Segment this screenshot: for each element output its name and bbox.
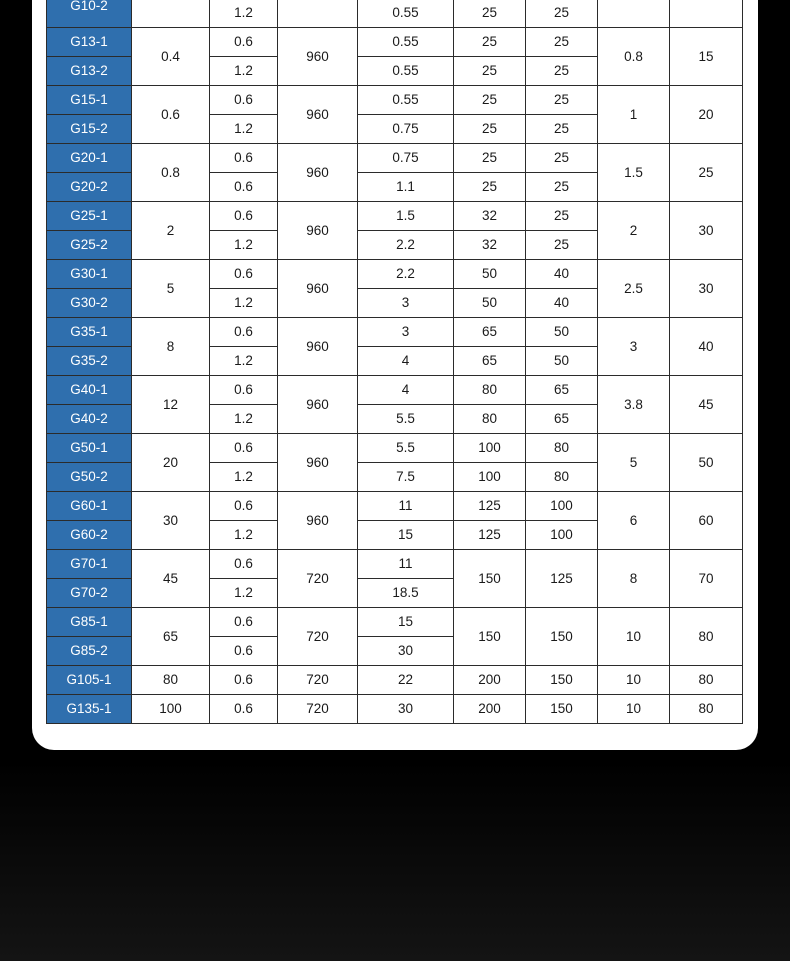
weight-cell: 70 — [670, 550, 743, 608]
model-cell: G85-2 — [47, 637, 132, 666]
pressure-cell: 0.6 — [210, 173, 278, 202]
flow-cell: 5.5 — [358, 434, 454, 463]
inlet-cell: 32 — [454, 202, 526, 231]
speed-cell: 960 — [278, 86, 358, 144]
outlet-cell: 25 — [526, 0, 598, 28]
pressure-cell: 0.6 — [210, 318, 278, 347]
speed-cell — [278, 0, 358, 28]
outlet-cell: 25 — [526, 231, 598, 260]
model-cell: G25-2 — [47, 231, 132, 260]
weight-cell: 15 — [670, 28, 743, 86]
model-cell: G40-2 — [47, 405, 132, 434]
flow-cell: 0.75 — [358, 115, 454, 144]
table-row — [47, 144, 743, 173]
power-cell: 20 — [132, 434, 210, 492]
power-cell: 30 — [132, 492, 210, 550]
table-row — [47, 202, 743, 231]
inlet-cell: 25 — [454, 0, 526, 28]
inlet-cell: 100 — [454, 434, 526, 463]
pressure-cell: 1.2 — [210, 231, 278, 260]
motor-cell: 2.5 — [598, 260, 670, 318]
outlet-cell: 25 — [526, 115, 598, 144]
pressure-cell: 0.6 — [210, 144, 278, 173]
motor-cell: 0.8 — [598, 28, 670, 86]
model-cell: G15-1 — [47, 86, 132, 115]
outlet-cell: 25 — [526, 86, 598, 115]
flow-cell: 0.75 — [358, 144, 454, 173]
motor-cell: 6 — [598, 492, 670, 550]
speed-cell: 960 — [278, 144, 358, 202]
flow-cell: 15 — [358, 608, 454, 637]
inlet-cell: 25 — [454, 173, 526, 202]
table-row — [47, 434, 743, 463]
pressure-cell: 0.6 — [210, 376, 278, 405]
table-row — [47, 318, 743, 347]
model-cell: G30-2 — [47, 289, 132, 318]
flow-cell: 22 — [358, 666, 454, 695]
inlet-cell: 25 — [454, 57, 526, 86]
outlet-cell: 150 — [526, 608, 598, 666]
inlet-cell: 200 — [454, 666, 526, 695]
model-cell: G30-1 — [47, 260, 132, 289]
flow-cell: 1.1 — [358, 173, 454, 202]
speed-cell: 720 — [278, 550, 358, 608]
inlet-cell: 100 — [454, 463, 526, 492]
table-row — [47, 666, 743, 695]
flow-cell: 2.2 — [358, 260, 454, 289]
inlet-cell: 32 — [454, 231, 526, 260]
weight-cell: 30 — [670, 260, 743, 318]
flow-cell: 3 — [358, 318, 454, 347]
pressure-cell: 0.6 — [210, 434, 278, 463]
model-cell: G13-1 — [47, 28, 132, 57]
flow-cell: 3 — [358, 289, 454, 318]
inlet-cell: 150 — [454, 608, 526, 666]
outlet-cell: 80 — [526, 463, 598, 492]
power-cell: 0.6 — [132, 86, 210, 144]
power-cell: 45 — [132, 550, 210, 608]
model-cell: G60-2 — [47, 521, 132, 550]
pressure-cell: 0.6 — [210, 550, 278, 579]
power-cell: 100 — [132, 695, 210, 724]
flow-cell: 30 — [358, 695, 454, 724]
speed-cell: 960 — [278, 202, 358, 260]
model-cell: G20-2 — [47, 173, 132, 202]
model-cell: G70-1 — [47, 550, 132, 579]
model-cell: G35-2 — [47, 347, 132, 376]
flow-cell: 0.55 — [358, 0, 454, 28]
power-cell: 5 — [132, 260, 210, 318]
power-cell: 80 — [132, 666, 210, 695]
pressure-cell: 0.6 — [210, 86, 278, 115]
inlet-cell: 125 — [454, 521, 526, 550]
model-cell: G85-1 — [47, 608, 132, 637]
pressure-cell: 1.2 — [210, 463, 278, 492]
outlet-cell: 150 — [526, 666, 598, 695]
outlet-cell: 25 — [526, 57, 598, 86]
pressure-cell: 0.6 — [210, 608, 278, 637]
inlet-cell: 80 — [454, 405, 526, 434]
pressure-cell: 0.6 — [210, 695, 278, 724]
inlet-cell: 65 — [454, 347, 526, 376]
model-cell: G50-2 — [47, 463, 132, 492]
pressure-cell: 0.6 — [210, 28, 278, 57]
pressure-cell: 1.2 — [210, 579, 278, 608]
outlet-cell: 25 — [526, 173, 598, 202]
flow-cell: 0.55 — [358, 28, 454, 57]
outlet-cell: 80 — [526, 434, 598, 463]
pressure-cell: 1.2 — [210, 0, 278, 28]
power-cell — [132, 0, 210, 28]
weight-cell — [670, 0, 743, 28]
model-cell: G50-1 — [47, 434, 132, 463]
model-cell: G10-2 — [47, 0, 132, 28]
outlet-cell: 65 — [526, 376, 598, 405]
pressure-cell: 1.2 — [210, 57, 278, 86]
weight-cell: 30 — [670, 202, 743, 260]
speed-cell: 720 — [278, 608, 358, 666]
speed-cell: 960 — [278, 318, 358, 376]
outlet-cell: 25 — [526, 28, 598, 57]
inlet-cell: 50 — [454, 260, 526, 289]
flow-cell: 7.5 — [358, 463, 454, 492]
motor-cell: 10 — [598, 666, 670, 695]
table-row — [47, 608, 743, 637]
table-row — [47, 695, 743, 724]
table-row — [47, 550, 743, 579]
table-row — [47, 28, 743, 57]
outlet-cell: 125 — [526, 550, 598, 608]
speed-cell: 960 — [278, 376, 358, 434]
power-cell: 8 — [132, 318, 210, 376]
model-cell: G70-2 — [47, 579, 132, 608]
power-cell: 65 — [132, 608, 210, 666]
model-cell: G20-1 — [47, 144, 132, 173]
pressure-cell: 0.6 — [210, 666, 278, 695]
pressure-cell: 1.2 — [210, 115, 278, 144]
inlet-cell: 25 — [454, 115, 526, 144]
speed-cell: 960 — [278, 434, 358, 492]
pressure-cell: 1.2 — [210, 521, 278, 550]
motor-cell: 8 — [598, 550, 670, 608]
inlet-cell: 25 — [454, 28, 526, 57]
outlet-cell: 100 — [526, 492, 598, 521]
flow-cell: 15 — [358, 521, 454, 550]
speed-cell: 960 — [278, 28, 358, 86]
model-cell: G105-1 — [47, 666, 132, 695]
spec-table — [46, 0, 743, 724]
outlet-cell: 25 — [526, 144, 598, 173]
flow-cell: 4 — [358, 347, 454, 376]
outlet-cell: 100 — [526, 521, 598, 550]
outlet-cell: 150 — [526, 695, 598, 724]
inlet-cell: 50 — [454, 289, 526, 318]
table-row — [47, 0, 743, 28]
table-row — [47, 376, 743, 405]
motor-cell: 2 — [598, 202, 670, 260]
motor-cell — [598, 0, 670, 28]
outlet-cell: 40 — [526, 260, 598, 289]
weight-cell: 20 — [670, 86, 743, 144]
inlet-cell: 25 — [454, 86, 526, 115]
flow-cell: 11 — [358, 550, 454, 579]
flow-cell: 4 — [358, 376, 454, 405]
flow-cell: 2.2 — [358, 231, 454, 260]
motor-cell: 3 — [598, 318, 670, 376]
model-cell: G25-1 — [47, 202, 132, 231]
weight-cell: 50 — [670, 434, 743, 492]
pressure-cell: 0.6 — [210, 260, 278, 289]
power-cell: 0.4 — [132, 28, 210, 86]
pressure-cell: 1.2 — [210, 405, 278, 434]
outlet-cell: 25 — [526, 202, 598, 231]
pressure-cell: 0.6 — [210, 637, 278, 666]
flow-cell: 0.55 — [358, 86, 454, 115]
inlet-cell: 125 — [454, 492, 526, 521]
weight-cell: 40 — [670, 318, 743, 376]
outlet-cell: 40 — [526, 289, 598, 318]
outlet-cell: 50 — [526, 347, 598, 376]
pressure-cell: 1.2 — [210, 347, 278, 376]
table-row — [47, 86, 743, 115]
weight-cell: 45 — [670, 376, 743, 434]
flow-cell: 11 — [358, 492, 454, 521]
speed-cell: 960 — [278, 492, 358, 550]
inlet-cell: 150 — [454, 550, 526, 608]
motor-cell: 10 — [598, 608, 670, 666]
power-cell: 0.8 — [132, 144, 210, 202]
weight-cell: 80 — [670, 666, 743, 695]
inlet-cell: 65 — [454, 318, 526, 347]
speed-cell: 960 — [278, 260, 358, 318]
flow-cell: 5.5 — [358, 405, 454, 434]
table-row — [47, 492, 743, 521]
pressure-cell: 0.6 — [210, 492, 278, 521]
model-cell: G40-1 — [47, 376, 132, 405]
flow-cell: 1.5 — [358, 202, 454, 231]
power-cell: 12 — [132, 376, 210, 434]
weight-cell: 25 — [670, 144, 743, 202]
model-cell: G60-1 — [47, 492, 132, 521]
flow-cell: 0.55 — [358, 57, 454, 86]
speed-cell: 720 — [278, 695, 358, 724]
flow-cell: 18.5 — [358, 579, 454, 608]
model-cell: G135-1 — [47, 695, 132, 724]
speed-cell: 720 — [278, 666, 358, 695]
outlet-cell: 65 — [526, 405, 598, 434]
motor-cell: 1.5 — [598, 144, 670, 202]
model-cell: G15-2 — [47, 115, 132, 144]
flow-cell: 30 — [358, 637, 454, 666]
pressure-cell: 0.6 — [210, 202, 278, 231]
model-cell: G13-2 — [47, 57, 132, 86]
motor-cell: 10 — [598, 695, 670, 724]
motor-cell: 5 — [598, 434, 670, 492]
weight-cell: 80 — [670, 608, 743, 666]
inlet-cell: 80 — [454, 376, 526, 405]
motor-cell: 1 — [598, 86, 670, 144]
inlet-cell: 200 — [454, 695, 526, 724]
inlet-cell: 25 — [454, 144, 526, 173]
power-cell: 2 — [132, 202, 210, 260]
model-cell: G35-1 — [47, 318, 132, 347]
pressure-cell: 1.2 — [210, 289, 278, 318]
motor-cell: 3.8 — [598, 376, 670, 434]
table-row — [47, 260, 743, 289]
weight-cell: 60 — [670, 492, 743, 550]
outlet-cell: 50 — [526, 318, 598, 347]
weight-cell: 80 — [670, 695, 743, 724]
